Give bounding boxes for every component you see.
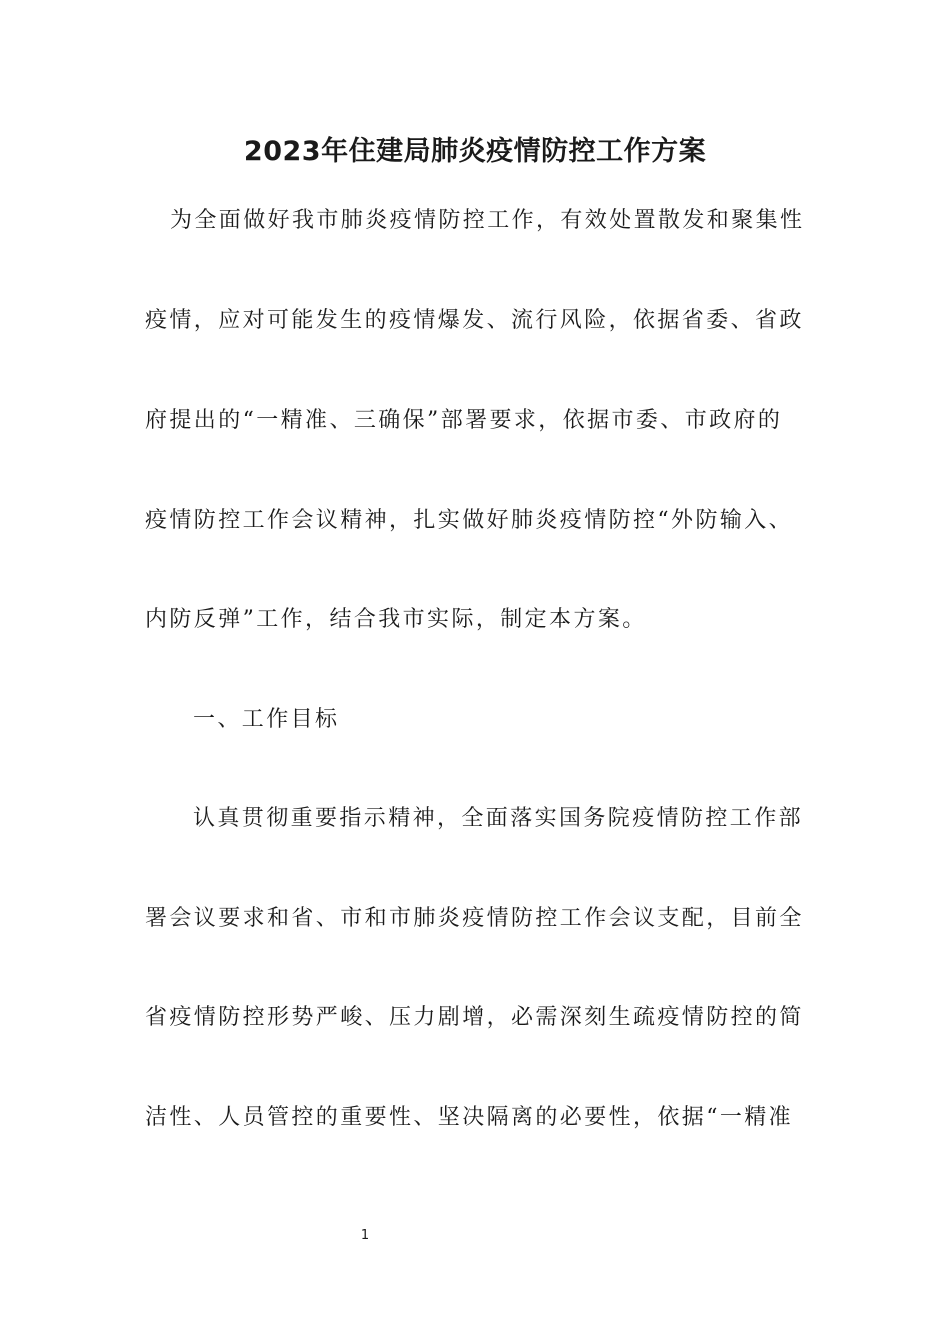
paragraph-line: 疫情，应对可能发生的疫情爆发、流行风险，依据省委、省政 (145, 308, 804, 333)
section-heading: 一、工作目标 (193, 707, 340, 732)
paragraph-line: 疫情防控工作会议精神，扎实做好肺炎疫情防控“外防输入、 (145, 508, 794, 533)
paragraph-line: 为全面做好我市肺炎疫情防控工作，有效处置散发和聚集性 (170, 208, 805, 233)
paragraph-line: 洁性、人员管控的重要性、坚决隔离的必要性，依据“一精准 (145, 1105, 794, 1130)
paragraph-line: 署会议要求和省、市和市肺炎疫情防控工作会议支配，目前全 (145, 906, 804, 931)
paragraph-line: 认真贯彻重要指示精神，全面落实国务院疫情防控工作部 (193, 806, 804, 831)
page-number: 1 (360, 1228, 370, 1243)
document-title: 2023年住建局肺炎疫情防控工作方案 (243, 136, 707, 167)
paragraph-line: 内防反弹”工作，结合我市实际，制定本方案。 (145, 607, 647, 632)
paragraph-line: 府提出的“一精准、三确保”部署要求，依据市委、市政府的 (145, 408, 783, 433)
paragraph-line: 省疫情防控形势严峻、压力剧增，必需深刻生疏疫情防控的简 (145, 1005, 804, 1030)
